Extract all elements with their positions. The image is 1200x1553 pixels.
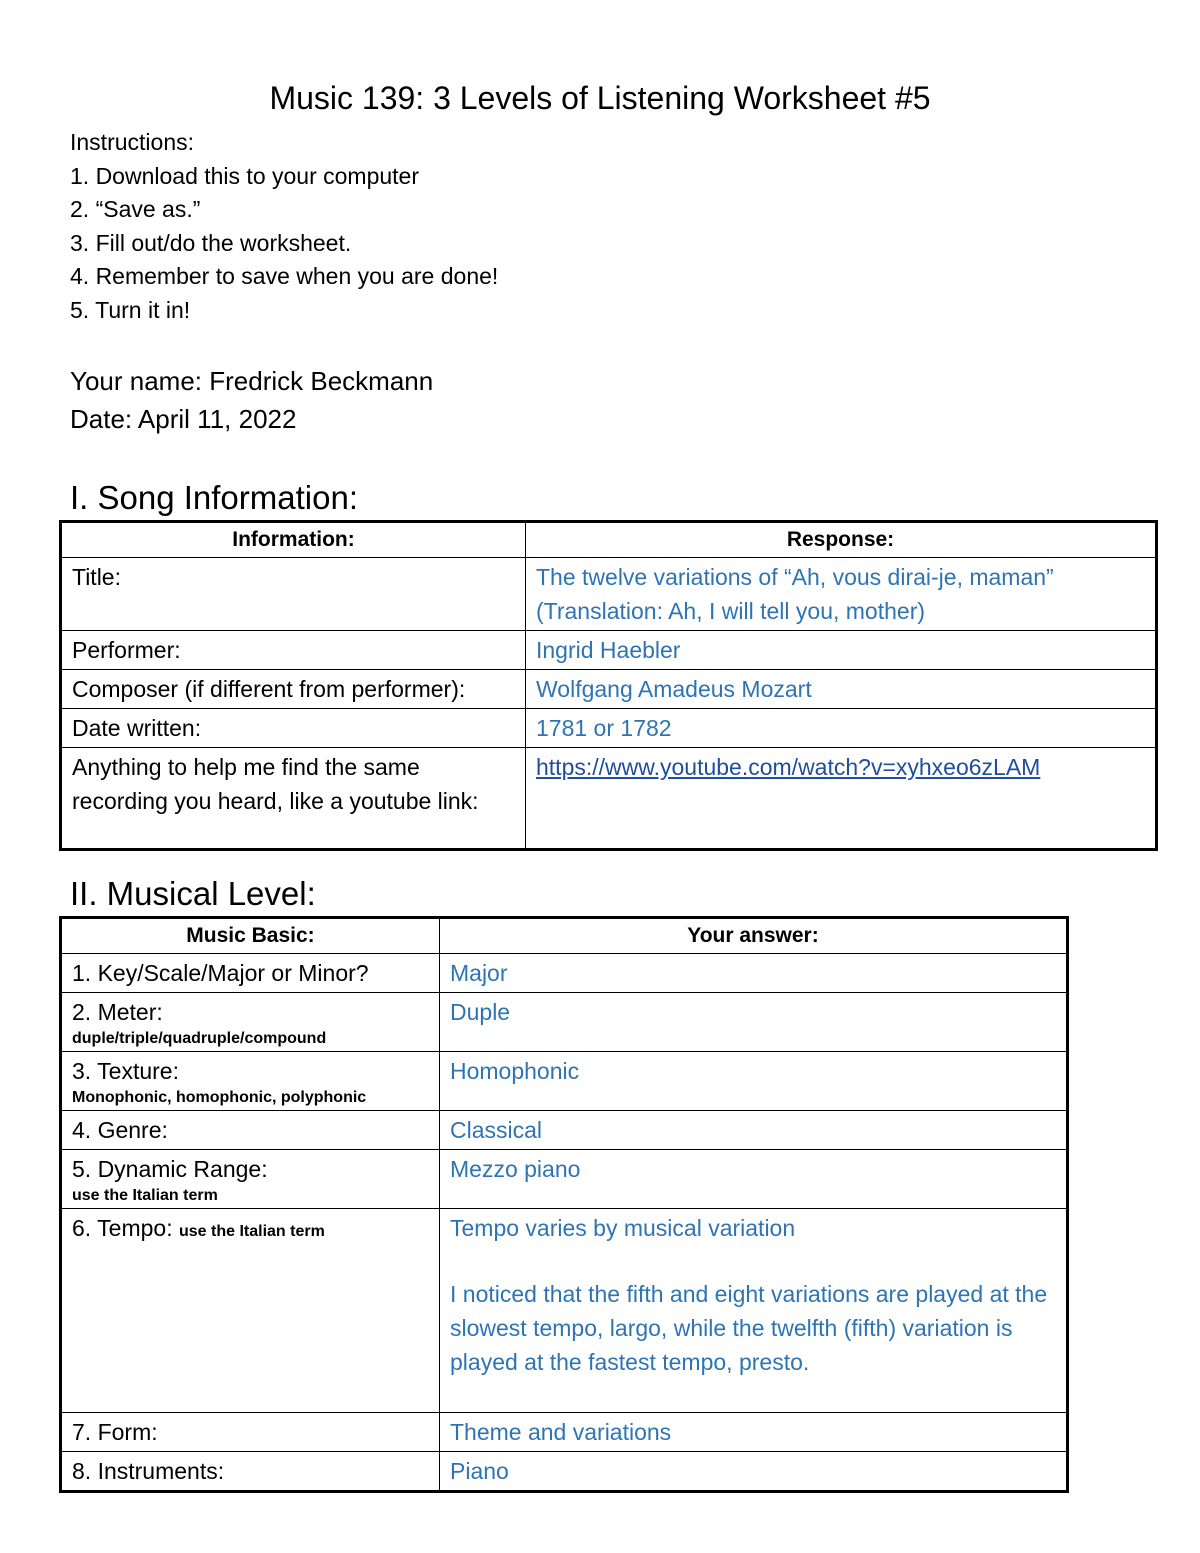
table-row (61, 1452, 1068, 1492)
page-title: Music 139: 3 Levels of Listening Worksheet #5 (269, 80, 931, 116)
student-date: Date: April 11, 2022 (70, 404, 297, 434)
tempo-answer: Tempo varies by musical variation (450, 1215, 796, 1241)
row-answer[interactable]: Duple (440, 993, 1068, 1052)
column-header-your-answer: Your answer: (440, 918, 1068, 954)
row-label: Performer: (61, 631, 526, 670)
row-answer[interactable]: Mezzo piano (440, 1150, 1068, 1209)
table-row (61, 1150, 1068, 1209)
row-label: 3. Texture: (72, 1058, 179, 1084)
instruction-item: 1. Download this to your computer (70, 162, 420, 189)
row-label: 8. Instruments: (61, 1452, 440, 1492)
row-hint: duple/triple/quadruple/compound (72, 1030, 327, 1047)
section-title-song-info: I. Song Information: (70, 479, 358, 516)
row-label: Anything to help me find the same recording you heard, like a youtube link: (61, 748, 526, 850)
table-row (61, 1111, 1068, 1150)
row-label: 1. Key/Scale/Major or Minor? (61, 954, 440, 993)
section-title-musical-level: II. Musical Level: (70, 875, 316, 912)
row-label: 5. Dynamic Range: (72, 1156, 268, 1182)
row-label: 4. Genre: (61, 1111, 440, 1150)
table-row (61, 1052, 1068, 1111)
instruction-item: 4. Remember to save when you are done! (70, 263, 499, 289)
row-label-cell (61, 1150, 440, 1209)
table-row (61, 954, 1068, 993)
row-answer[interactable]: Major (440, 954, 1068, 993)
row-label: 7. Form: (61, 1413, 440, 1452)
row-label: Title: (61, 558, 526, 631)
row-hint: Monophonic, homophonic, polyphonic (72, 1089, 367, 1106)
column-header-information: Information: (61, 522, 526, 558)
table-row (61, 993, 1068, 1052)
row-label: 2. Meter: (72, 999, 163, 1025)
row-answer[interactable]: Wolfgang Amadeus Mozart (526, 670, 1157, 709)
row-hint: use the Italian term (72, 1187, 218, 1204)
table-row (61, 1413, 1068, 1452)
row-answer[interactable]: 1781 or 1782 (526, 709, 1157, 748)
table-row (61, 709, 1157, 748)
row-label-cell (61, 1209, 440, 1413)
row-answer[interactable]: Piano (440, 1452, 1068, 1492)
row-label: 6. Tempo: (72, 1215, 173, 1241)
row-answer[interactable] (440, 1209, 1068, 1413)
table-row (61, 748, 1157, 850)
column-header-response: Response: (526, 522, 1157, 558)
row-label-cell (61, 1052, 440, 1111)
instruction-item: 5. Turn it in! (70, 296, 191, 323)
row-answer[interactable]: Theme and variations (440, 1413, 1068, 1452)
tempo-explanation: I noticed that the fifth and eight variations are played at the slowest tempo, largo, while the twelfth (fifth) variation is played at the fastest tempo, presto. (450, 1281, 1048, 1375)
row-answer[interactable]: The twelve variations of “Ah, vous dirai-je, maman” (Translation: Ah, I will tell you, mother) (526, 558, 1157, 631)
instructions (70, 126, 498, 327)
row-label: Date written: (61, 709, 526, 748)
instructions-heading: Instructions: (70, 129, 194, 155)
row-answer[interactable]: Ingrid Haebler (526, 631, 1157, 670)
instruction-item: 3. Fill out/do the worksheet. (70, 229, 352, 256)
table-row (61, 631, 1157, 670)
song-info-table (59, 520, 1158, 851)
table-row (61, 1209, 1068, 1413)
row-hint: use the Italian term (178, 1223, 325, 1240)
row-answer[interactable]: Classical (440, 1111, 1068, 1150)
table-row (61, 558, 1157, 631)
student-info (70, 362, 433, 438)
row-answer[interactable]: Homophonic (440, 1052, 1068, 1111)
row-label: Composer (if different from performer): (61, 670, 526, 709)
row-answer (526, 748, 1157, 850)
student-name: Your name: Fredrick Beckmann (70, 366, 434, 396)
row-label-cell (61, 993, 440, 1052)
musical-level-table (59, 916, 1069, 1493)
table-row (61, 670, 1157, 709)
column-header-music-basic: Music Basic: (61, 918, 440, 954)
youtube-link[interactable]: https://www.youtube.com/watch?v=xyhxeo6zLAM (536, 754, 1041, 780)
instruction-item: 2. “Save as.” (70, 196, 201, 222)
